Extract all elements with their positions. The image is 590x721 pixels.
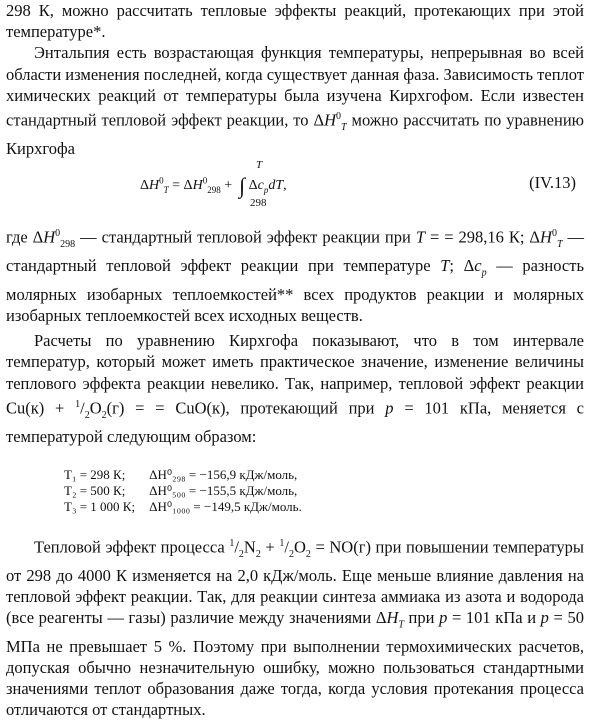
table-cell-enthalpy: ΔH⁰₅₀₀ = −155,5 кДж/моль, <box>149 482 298 498</box>
table-cell-enthalpy: ΔH⁰₂₉₈ = −156,9 кДж/моль, <box>149 466 298 482</box>
kirchhoff-equation <box>6 159 584 223</box>
table-row <box>64 483 302 499</box>
paragraph-calculations: Расчеты по уравнению Кирхгофа показывают, что в том интервале температур, который может иметь практическое значение, изменение величины теплового эффекта реакции невелико. Так, например, тепловой эффект реакции $Cu(к) + ^1/_2O_2(г)$ = = CuO(к), протекающий при p = 101 кПа, меняется с температурой следующим образом: <box>6 331 585 446</box>
paragraph-definitions: где $\Delta H^0_{298}$ — стандартный тепловой эффект реакции при T = = 298,16 К; $\Delta H^0_T$ — стандартный тепловой эффект реакции при температуре T; $\Delta c_p$ — разность молярных изобарных теплоемкостей** всех продуктов реакции и молярных изобарных теплоемкостей всех исходных веществ. <box>6 227 585 325</box>
paragraph-pressure: Тепловой эффект процесса $^1/_2N_2 + ^1/_2O_2 = NO(г)$ при повышении температуры от 298 до 4000 К изменяется на 2,0 кДж/моль. Еще меньше влияние давления на тепловой эффект реакции. Так, для реакции синтеза аммиака из азота и водорода (все реагенты — газы) различие между значениями $\Delta H_T$ при p = 101 кПа и p = 50 МПа не превышает 5 %. Поэтому при выполнении термохимических расчетов, допуская обычно незначительную ошибку, можно пользоваться стандартными значениями теплот образования даже тогда, когда условия протекания процесса отличаются от стандартных. <box>6 537 584 720</box>
table-cell-enthalpy: ΔH⁰₁₀₀₀ = −149,5 кДж/моль. <box>149 498 302 514</box>
document-page <box>6 0 584 721</box>
table-cell-temperature: T₃ = 1 000 К; <box>64 498 136 514</box>
table-row <box>64 467 302 483</box>
integral-upper-limit: T <box>256 159 263 172</box>
temperature-table <box>64 467 302 515</box>
equation-body: $\Delta H^0_T = \Delta H^0_{298}$ + ∫ $\Delta c_pdT$, <box>140 173 287 199</box>
paragraph-enthalpy: Энтальпия есть возрастающая функция температуры, непрерывная во всей области изменения последней, когда существует данная фаза. Зависимость теплот химических реакций от температуры была изучена Кирхгофом. Если известен стандартный тепловой эффект реакции, то $\Delta H^0_T$ можно рассчитать по уравнению Кирхгофа <box>6 43 584 159</box>
paragraph-intro: 298 К, можно рассчитать тепловые эффекты реакций, протекающих при этой температуре*. <box>6 1 584 42</box>
table-row <box>64 499 302 515</box>
integral-lower-limit: 298 <box>250 197 267 210</box>
table-cell-temperature: T₂ = 500 К; <box>64 482 126 498</box>
table-cell-temperature: T₁ = 298 К; <box>64 466 126 482</box>
equation-number: (IV.13) <box>529 173 576 193</box>
